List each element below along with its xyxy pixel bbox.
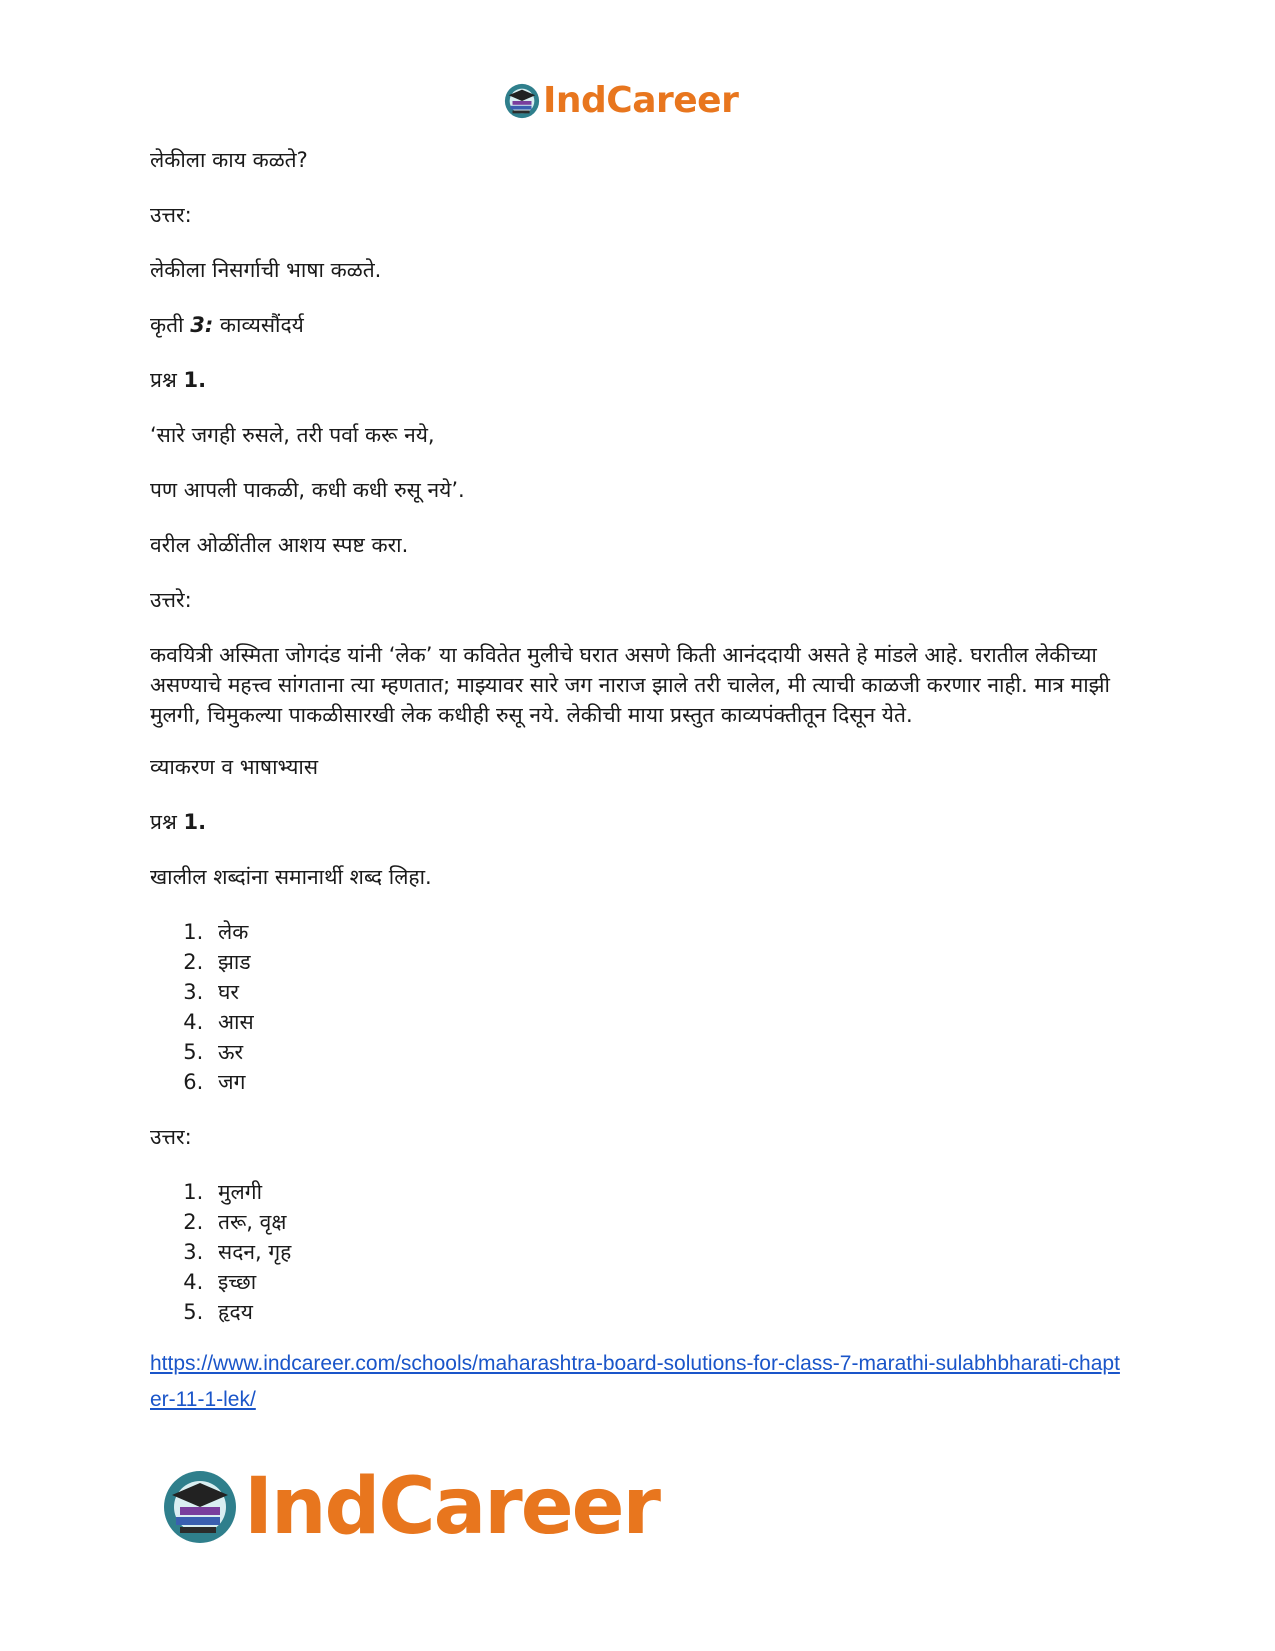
brand-logo-header <box>503 80 738 121</box>
explanation-paragraph: कवयित्री अस्मिता जोगदंड यांनी ‘लेक’ या कवितेत मुलीचे घरात असणे किती आनंददायी असते हे मांडले आहे. घरातील लेकीच्या असण्याचे महत्त्व सांगताना त्या म्हणतात; माझ्यावर सारे जग नाराज झाले तरी चालेल, मी त्याची काळजी करणार नाही. मात्र माझी मुलगी, चिमुकल्या पाकळीसारखी लेक कधीही रुसू नये. लेकीची माया प्रस्तुत काव्यपंक्तीतून दिसून येते. <box>150 643 1110 727</box>
question-text: लेकीला काय कळते? <box>150 148 308 172</box>
list-item: 4. आस <box>210 1007 1125 1037</box>
answer-label: उत्तर: <box>150 1125 192 1149</box>
list-item: 1. मुलगी <box>210 1177 1125 1207</box>
answer-label: उत्तर: <box>150 203 192 227</box>
list-item: 4. इच्छा <box>210 1267 1125 1297</box>
question-label: प्रश्न 1. <box>150 368 207 392</box>
source-link[interactable]: https://www.indcareer.com/schools/maharashtra-board-solutions-for-class-7-marathi-sulabhbharati-chapter-11-1-lek/ <box>150 1352 1120 1411</box>
graduation-book-icon <box>160 1467 240 1547</box>
answer-list <box>150 1177 1125 1327</box>
question-label: प्रश्न 1. <box>150 810 207 834</box>
list-item: 6. जग <box>210 1067 1125 1097</box>
list-item: 3. सदन, गृह <box>210 1237 1125 1267</box>
answer-text: लेकीला निसर्गाची भाषा कळते. <box>150 258 382 282</box>
instruction-text: वरील ओळींतील आशय स्पष्ट करा. <box>150 533 409 557</box>
list-item: 1. लेक <box>210 917 1125 947</box>
brand-logo-footer <box>160 1462 659 1552</box>
word-list <box>150 917 1125 1097</box>
brand-logo-text: IndCareer <box>244 1462 659 1552</box>
document-body <box>150 145 1125 1418</box>
graduation-book-icon <box>503 82 541 120</box>
list-item: 5. ऊर <box>210 1037 1125 1067</box>
list-item: 3. घर <box>210 977 1125 1007</box>
verse-line: पण आपली पाकळी, कधी कधी रुसू नये’. <box>150 478 465 502</box>
verse-line: ‘सारे जगही रुसले, तरी पर्वा करू नये, <box>150 423 435 447</box>
brand-logo-text: IndCareer <box>543 80 739 121</box>
list-item: 5. हृदय <box>210 1297 1125 1327</box>
instruction-text: खालील शब्दांना समानार्थी शब्द लिहा. <box>150 865 432 889</box>
list-item: 2. झाड <box>210 947 1125 977</box>
section-heading: कृती 3: काव्यसौंदर्य <box>150 313 304 337</box>
answer-label: उत्तरे: <box>150 588 192 612</box>
list-item: 2. तरू, वृक्ष <box>210 1207 1125 1237</box>
section-heading: व्याकरण व भाषाभ्यास <box>150 755 319 779</box>
